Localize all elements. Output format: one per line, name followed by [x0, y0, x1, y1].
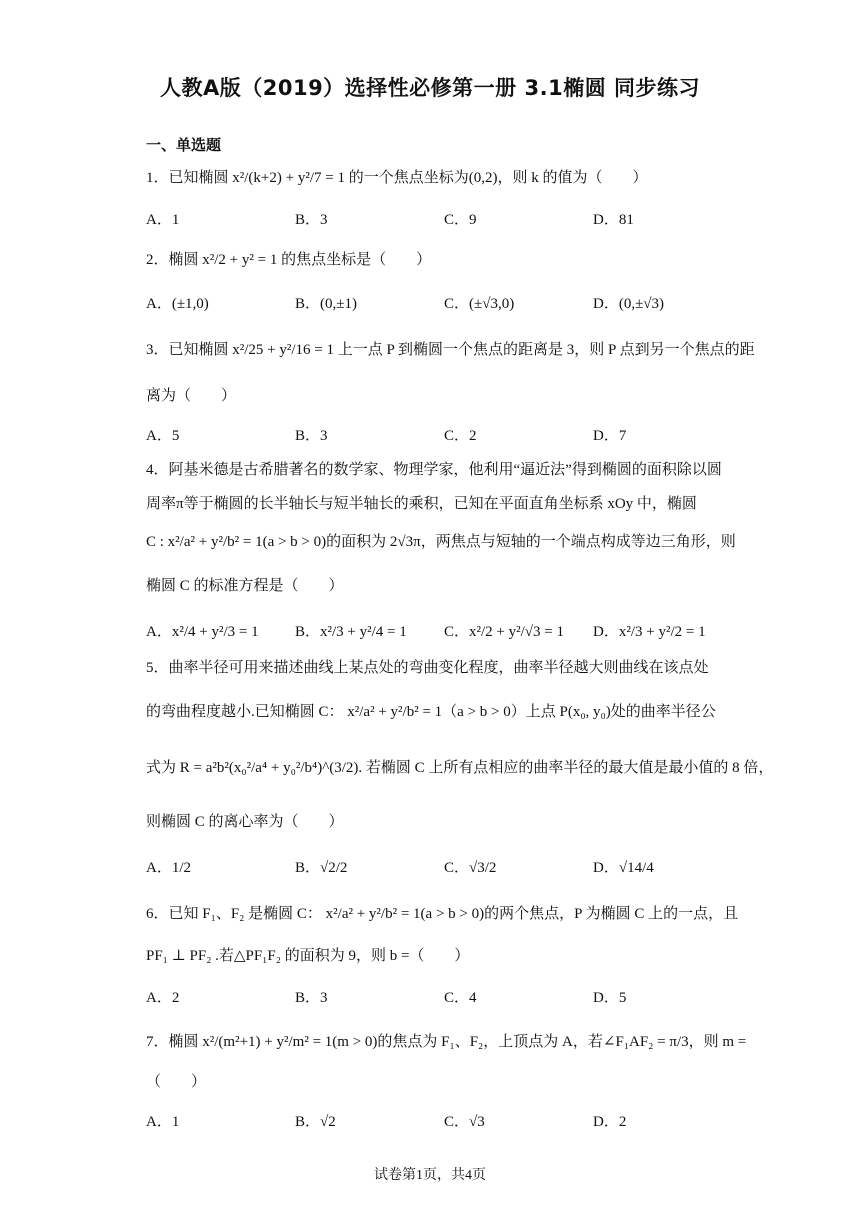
option-a: A．x²/4 + y²/3 = 1 — [146, 624, 259, 640]
option-c: C．2 — [444, 428, 477, 444]
question-7-line-1: 7．椭圆 x²/(m²+1) + y²/m² = 1(m > 0)的焦点为 F₁、F₂，上顶点为 A，若∠F₁AF₂ = π/3，则 m = — [146, 1034, 747, 1050]
page-footer: 试卷第1页，共4页 — [374, 1168, 486, 1183]
question-5-line-3: 式为 R = a²b²(x₀²/a⁴ + y₀²/b⁴)^(3/2). 若椭圆 C 上所有点相应的曲率半径的最大值是最小值的 8 倍， — [146, 760, 774, 776]
option-b: B．3 — [295, 212, 328, 228]
option-b: B．3 — [295, 990, 328, 1006]
option-c: C．x²/2 + y²/√3 = 1 — [444, 624, 564, 640]
option-a: A．1 — [146, 1114, 180, 1130]
question-5-options — [146, 856, 706, 882]
question-5-line-4: 则椭圆 C 的离心率为（ ） — [146, 814, 344, 830]
option-c: C．√3 — [444, 1114, 485, 1130]
option-d: D．7 — [593, 428, 627, 444]
question-6-line-2: PF₁ ⊥ PF₂ .若△PF₁F₂ 的面积为 9，则 b =（ ） — [146, 948, 470, 964]
option-a: A．5 — [146, 428, 180, 444]
option-c: C．4 — [444, 990, 477, 1006]
question-4-line-3: C : x²/a² + y²/b² = 1(a > b > 0)的面积为 2√3π，两焦点与短轴的一个端点构成等边三角形，则 — [146, 534, 736, 550]
question-4-line-2: 周率π等于椭圆的长半轴长与短半轴长的乘积，已知在平面直角坐标系 xOy 中，椭圆 — [146, 496, 697, 512]
option-a: A．(±1,0) — [146, 296, 209, 312]
section-heading: 一、单选题 — [146, 136, 222, 154]
option-a: A．1 — [146, 212, 180, 228]
option-b: B．√2/2 — [295, 860, 348, 876]
question-4-options — [146, 620, 706, 646]
option-d: D．(0,±√3) — [593, 296, 665, 312]
question-4-line-4: 椭圆 C 的标准方程是（ ） — [146, 578, 344, 594]
option-d: D．x²/3 + y²/2 = 1 — [593, 624, 706, 640]
question-1-options — [146, 208, 706, 234]
page-title: 人教A版（2019）选择性必修第一册 3.1椭圆 同步练习 — [159, 76, 701, 100]
option-b: B．x²/3 + y²/4 = 1 — [295, 624, 407, 640]
question-3-line-2: 离为（ ） — [146, 388, 237, 404]
option-a: A．1/2 — [146, 860, 192, 876]
question-7-options — [146, 1110, 706, 1136]
option-d: D．81 — [593, 212, 634, 228]
option-c: C．√3/2 — [444, 860, 497, 876]
option-b: B．√2 — [295, 1114, 336, 1130]
question-5-line-2: 的弯曲程度越小.已知椭圆 C： x²/a² + y²/b² = 1（a > b > 0）上点 P(x₀, y₀)处的曲率半径公 — [146, 704, 716, 720]
question-6-line-1: 6．已知 F₁、F₂ 是椭圆 C： x²/a² + y²/b² = 1(a > b > 0)的两个焦点，P 为椭圆 C 上的一点，且 — [146, 906, 739, 922]
option-c: C．(±√3,0) — [444, 296, 515, 312]
option-b: B．3 — [295, 428, 328, 444]
option-d: D．2 — [593, 1114, 627, 1130]
option-d: D．5 — [593, 990, 627, 1006]
question-1-line-1: 1．已知椭圆 x²/(k+2) + y²/7 = 1 的一个焦点坐标为(0,2)，则 k 的值为（ ） — [146, 170, 648, 186]
option-d: D．√14/4 — [593, 860, 654, 876]
question-2-line-1: 2．椭圆 x²/2 + y² = 1 的焦点坐标是（ ） — [146, 252, 432, 268]
option-a: A．2 — [146, 990, 180, 1006]
question-5-line-1: 5．曲率半径可用来描述曲线上某点处的弯曲变化程度，曲率半径越大则曲线在该点处 — [146, 660, 709, 676]
option-b: B．(0,±1) — [295, 296, 357, 312]
option-c: C．9 — [444, 212, 477, 228]
question-6-options — [146, 986, 706, 1012]
question-7-line-2: （ ） — [146, 1074, 207, 1090]
question-3-options — [146, 424, 706, 450]
question-3-line-1: 3．已知椭圆 x²/25 + y²/16 = 1 上一点 P 到椭圆一个焦点的距离是 3，则 P 点到另一个焦点的距 — [146, 342, 755, 358]
question-2-options — [146, 292, 706, 318]
question-4-line-1: 4．阿基米德是古希腊著名的数学家、物理学家，他利用“逼近法”得到椭圆的面积除以圆 — [146, 462, 722, 478]
